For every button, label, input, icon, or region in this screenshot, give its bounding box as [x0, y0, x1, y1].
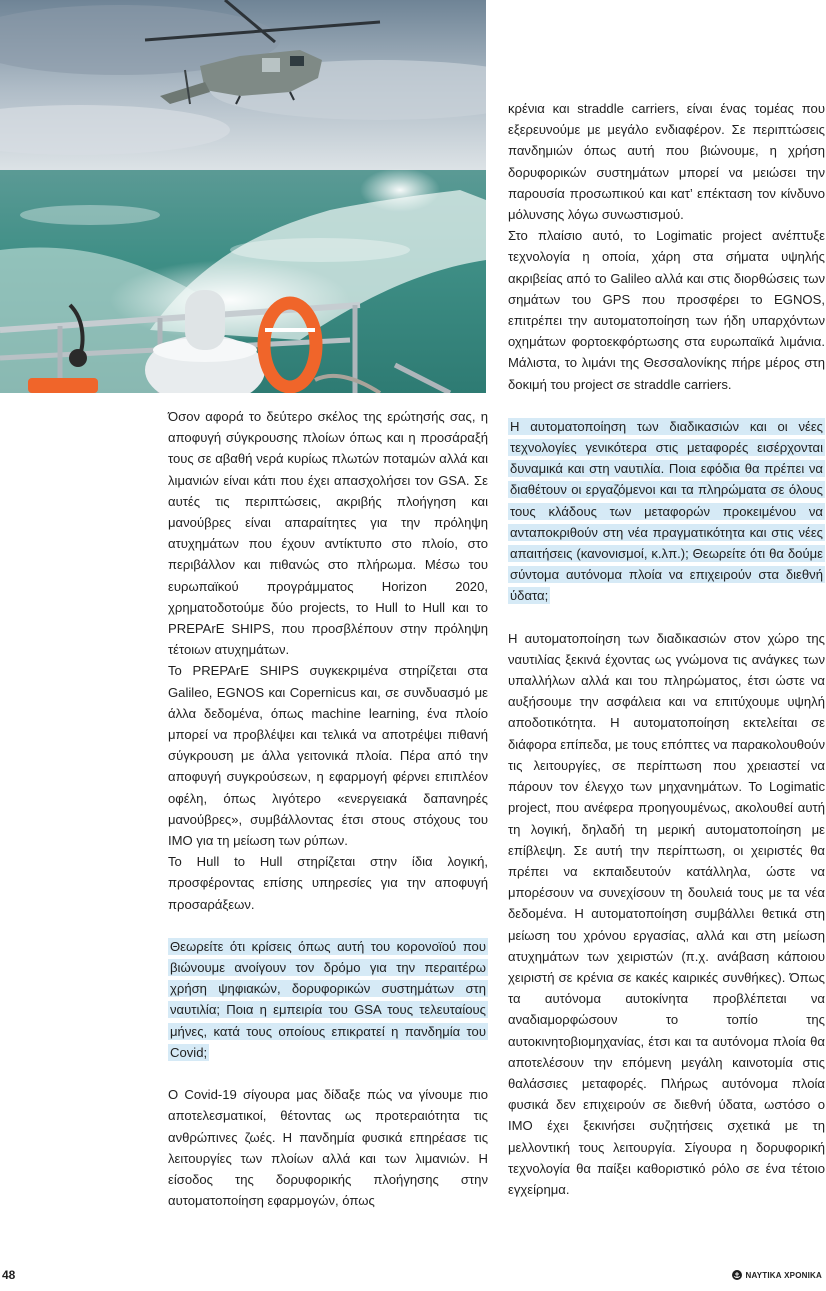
page-number: 48 [2, 1268, 16, 1282]
right-paragraph-1: κρένια και straddle carriers, είναι ένας τομέας που εξερευνούμε με μεγάλο ενδιαφέρον. Σε περιπτώσεις πανδημιών όπως αυτή που βιώνουμε, η χρήση δορυφορικών συστημάτων μπορεί να μειώσει την παρουσία προσωπικού και κατ’ επέκταση τον κίνδυνο μόλυνσης λόγω συνωστισμού. [508, 101, 825, 223]
publication-brand [732, 1270, 823, 1280]
publication-name: ΝΑΥΤΙΚΑ ΧΡΟΝΙΚΑ [745, 1270, 822, 1280]
right-paragraph-2: Στο πλαίσιο αυτό, το Logimatic project ανέπτυξε τεχνολογία η οποία, χάρη στα σήματα υψηλής ακριβείας από το Galileo αλλά και στις διορθώσεις των σημάτων του GPS που προσφέρει το EGNOS, επιτρέπει την αυτοματοποίηση των ήδη υπαρχόντων οχημάτων φορτοεκφόρτωσης στα ευρωπαϊκά λιμάνια. Μάλιστα, το λιμάνι της Θεσσαλονίκης πήρε μέρος στη δοκιμή του project σε straddle carriers. [508, 228, 825, 392]
question-2-text: Η αυτοματοποίηση των διαδικασιών και οι νέες τεχνολογίες γενικότερα στις μεταφορές εισέρχονται δυναμικά και στη ναυτιλία. Ποια εφόδια θα πρέπει να διαθέτουν οι εργαζόμενοι και τα πληρώματα σε όλους τους κλάδους των μεταφορών προκειμένου να ανταποκριθούν στη νέα πραγματικότητα και στις νέες απαιτήσεις (κανονισμοί, κ.λπ.); Θεωρείτε ότι θα δούμε σύντομα αυτόνομα πλοία να επιχειρούν στα διεθνή ύδατα; [510, 418, 823, 604]
interview-question-2 [508, 416, 825, 607]
question-1-text: Θεωρείτε ότι κρίσεις όπως αυτή του κορονοϊού που βιώνουμε ανοίγουν τον δρόμο για την περαιτέρω χρήση ψηφιακών, δορυφορικών συστημάτων στη ναυτιλία; Ποια η εμπειρία του GSA τους τελευταίους μήνες, κατά τους οποίους επικρατεί η πανδημία του Covid; [170, 938, 486, 1060]
anchor-logo-icon [732, 1270, 742, 1280]
left-column [168, 406, 488, 1211]
right-answer-paragraph: Η αυτοματοποίηση των διαδικασιών στον χώρο της ναυτιλίας ξεκινά έχοντας ως γνώμονα τις ανάγκες των υπαλλήλων αλλά και του πληρώματος, έτσι ώστε να αυξήσουμε την ασφάλεια και να επιτύχουμε υψηλή αποδοτικότητα. Η αυτοματοποίηση εκτελείται σε διάφορα επίπεδα, με τους επόπτες να παρακολουθούν τις λειτουργίες, σε περίπτωση που χρειαστεί να πάρουν τον έλεγχο των μηχανημάτων. Το Logimatic project, που ανέφερα προηγουμένως, ακολουθεί αυτή τη λογική, δηλαδή τη μερική αυτοματοποίηση με επίβλεψη. Σε αυτή την περίπτωση, οι χειριστές θα πρέπει να εκπαιδευτούν κατάλληλα, ώστε να μπορέσουν να συνεχίσουν τη δουλειά τους με τα νέα δεδομένα. Η αυτοματοποίηση συμβάλλει θετικά στη μείωση του χρόνου εργασίας, αλλά και στη μείωση ατυχημάτων των χειριστών (π.χ. ανάβαση κάποιου χειριστή σε κρένια σε κακές καιρικές συνθήκες). Όπως τα αυτόνομα αυτοκίνητα προβλέπεται να αναδιαμορφώσουν το τοπίο της αυτοκινητοβιομηχανίας, έτσι και τα αυτόνομα πλοία θα αποτελέσουν την επόμενη μεγάλη καινοτομία στις θαλάσσιες μεταφορές. Πλήρως αυτόνομα πλοία φυσικά δεν επιχειρούν σε διεθνή ύδατα, ωστόσο ο IMO έχει ξεκινήσει συζητήσεις σχετικά με τη μελλοντική τους λειτουργία. Σίγουρα η δορυφορική τεχνολογία θα παίξει καθοριστικό ρόλο σε ένα τέτοιο εγχείρημα. [508, 630, 826, 1197]
left-paragraph-3: Το Hull to Hull στηρίζεται στην ίδια λογική, προσφέροντας επίσης υπηρεσίες για την αποφυγή προσαράξεων. [168, 854, 488, 912]
left-paragraph-1: Όσον αφορά το δεύτερο σκέλος της ερώτησής σας, η αποφυγή σύγκρουσης πλοίων όπως και η προσάραξή τους σε αβαθή νερά κυρίως πλωτών ποταμών αλλά και λιμανιών είναι κάτι που έχει απασχολήσει τον GSA. Σε αυτές τις περιπτώσεις, ακριβής πλοήγηση και μανούβρες είναι απαραίτητες για την πρόληψη ατυχημάτων που έχουν αντίκτυπο στο πλοίο, στο περιβάλλον και πιθανώς στο πλήρωμα. Μέσω του ευρωπαϊκού προγράμματος Horizon 2020, χρηματοδοτούμε δύο projects, το Hull to Hull και το PREPArE SHIPS, που προσβλέπουν στην πρόληψη τέτοιων ατυχημάτων. [168, 409, 488, 658]
left-answer-paragraph: Ο Covid-19 σίγουρα μας δίδαξε πώς να γίνουμε πιο αποτελεσματικοί, θέτοντας ως προτεραιότητα τις ανθρώπινες ζωές. Η πανδημία φυσικά επηρέασε τις λειτουργίες των πλοίων αλλά και των λιμανιών. Η είσοδος της δορυφορικής πλοήγησης στην αυτοματοποίηση εφαρμογών, όπως [168, 1087, 488, 1209]
helicopter-sea-photo [0, 0, 486, 393]
right-column [508, 98, 825, 1200]
left-paragraph-2: Το PREPArE SHIPS συγκεκριμένα στηρίζεται στα Galileo, EGNOS και Copernicus και, σε συνδυασμό με άλλα δεδομένα, όπως machine learning, ένα πλοίο μπορεί να προβλέψει και τελικά να αποτρέψει πιθανή σύγκρουση με άλλα γειτονικά πλοία. Πέρα από την αποφυγή συγκρούσεων, η εφαρμογή φέρνει επιπλέον οφέλη, όπως λιγότερο «ενεργειακά δαπανηρές μανούβρες», συμβάλλοντας έτσι στους στόχους του IMO για τη μείωση των ρύπων. [168, 663, 488, 849]
interview-question-1 [168, 936, 488, 1063]
